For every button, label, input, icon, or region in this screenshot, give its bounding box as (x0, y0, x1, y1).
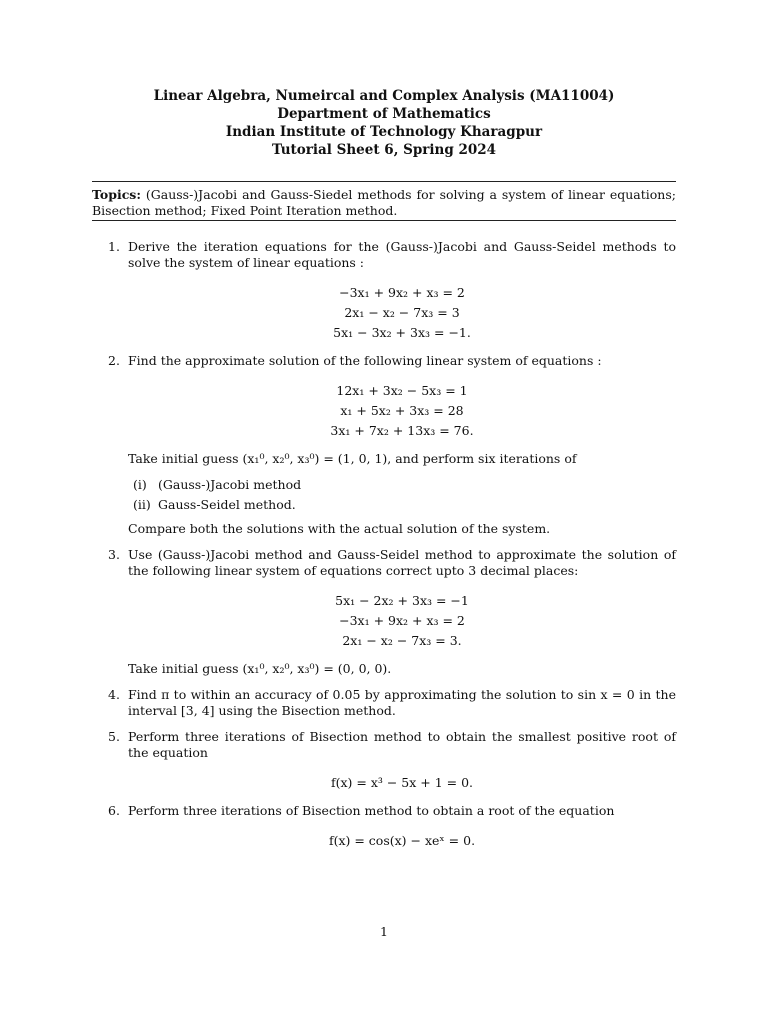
course-title: Linear Algebra, Numeircal and Complex Analysis (MA11004) (153, 88, 615, 104)
topics-text: (Gauss-)Jacobi and Gauss-Siedel methods for solving a system of linear equations; Bisection method; Fixed Point Iteration method. (92, 187, 676, 218)
problem-number: 5. (108, 729, 120, 744)
equation: f(x) = cos(x) − xeˣ = 0. (328, 833, 476, 848)
equation: 5x₁ − 3x₂ + 3x₃ = −1. (333, 325, 471, 340)
problem-text: Perform three iterations of Bisection method to obtain a root of the equation (128, 803, 615, 818)
method-list (128, 475, 676, 515)
problem-number: 4. (108, 687, 120, 702)
equation-display (128, 831, 676, 851)
equation: f(x) = x³ − 5x + 1 = 0. (330, 775, 474, 790)
problem-list (92, 239, 676, 851)
problem-4 (92, 687, 676, 719)
topics-label: Topics: (92, 187, 141, 202)
equation-display (128, 773, 676, 793)
equation-system (128, 591, 676, 651)
problem-text: Perform three iterations of Bisection method to obtain the smallest positive root of the equation (128, 729, 676, 760)
page-number: 1 (380, 924, 388, 939)
sheet-title: Tutorial Sheet 6, Spring 2024 (271, 142, 497, 158)
initial-guess-text: Take initial guess (x₁⁰, x₂⁰, x₃⁰) = (0, 0, 0). (128, 661, 392, 676)
tutorial-page (92, 87, 676, 861)
problem-text: Derive the iteration equations for the (Gauss-)Jacobi and Gauss-Seidel methods to solve the system of linear equations : (128, 239, 676, 270)
document-header (92, 87, 676, 159)
equation-system (128, 381, 676, 441)
equation: −3x₁ + 9x₂ + x₃ = 2 (339, 285, 465, 300)
problem-text: Find π to within an accuracy of 0.05 by approximating the solution to sin x = 0 in the interval [3, 4] using the Bisection method. (128, 687, 676, 718)
problem-number: 3. (108, 547, 120, 562)
method-text: (Gauss-)Jacobi method (158, 477, 302, 492)
equation: 12x₁ + 3x₂ − 5x₃ = 1 (336, 383, 468, 398)
institute-name: Indian Institute of Technology Kharagpur (225, 124, 543, 140)
problem-number: 6. (108, 803, 120, 818)
problem-3 (92, 547, 676, 677)
problem-2 (92, 353, 676, 537)
equation: 3x₁ + 7x₂ + 13x₃ = 76. (330, 423, 474, 438)
problem-text: Find the approximate solution of the following linear system of equations : (128, 353, 602, 368)
problem-number: 2. (108, 353, 120, 368)
method-text: Gauss-Seidel method. (158, 497, 296, 512)
problem-text: Use (Gauss-)Jacobi method and Gauss-Seidel method to approximate the solution of the following linear system of equations correct upto 3 decimal places: (128, 547, 676, 578)
equation: 2x₁ − x₂ − 7x₃ = 3. (342, 633, 462, 648)
topics-box (92, 181, 676, 221)
initial-guess-text: Take initial guess (x₁⁰, x₂⁰, x₃⁰) = (1, 0, 1), and perform six iterations of (128, 451, 577, 466)
problem-6 (92, 803, 676, 851)
problem-1 (92, 239, 676, 343)
department-name: Department of Mathematics (277, 106, 491, 122)
method-item (128, 475, 676, 495)
method-label: (i) (133, 477, 147, 492)
equation: 2x₁ − x₂ − 7x₃ = 3 (344, 305, 460, 320)
equation: x₁ + 5x₂ + 3x₃ = 28 (340, 403, 464, 418)
problem-5 (92, 729, 676, 793)
equation: 5x₁ − 2x₂ + 3x₃ = −1 (335, 593, 469, 608)
equation: −3x₁ + 9x₂ + x₃ = 2 (339, 613, 465, 628)
problem-number: 1. (108, 239, 120, 254)
method-label: (ii) (133, 497, 151, 512)
closing-text: Compare both the solutions with the actual solution of the system. (128, 521, 551, 536)
method-item (128, 495, 676, 515)
equation-system (128, 283, 676, 343)
